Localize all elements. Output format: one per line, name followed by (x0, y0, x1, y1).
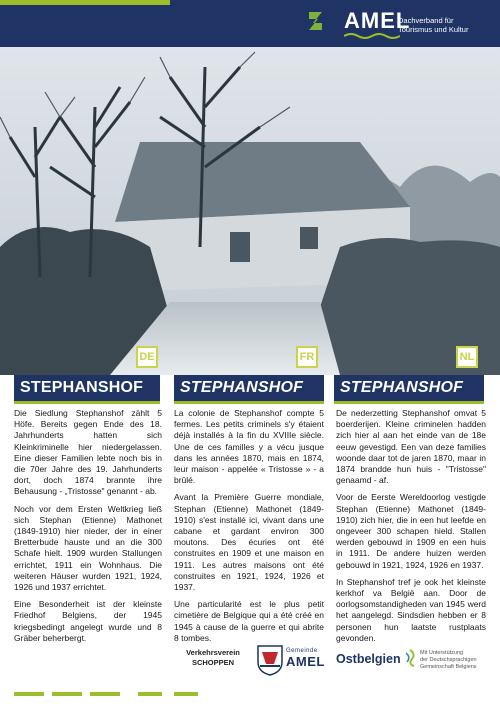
paragraph: Eine Besonderheit ist der kleinste Friedhof Belgiens, der 1945 kriegsbedingt angelegt wurde und 8 Gräber beherbergt. (14, 599, 162, 643)
paragraph: Die Siedlung Stephanshof zählt 5 Höfe. Bereits gegen Ende des 18. Jahrhunderts hatten sich Kleinkriminelle hier niedergelassen. Eine dieser Familien lebte noch bis in die 70er Jahre des 19. Jahrhunderts dort, doch 1874 brannte ihre Behausung - „Tristosse" genannt - ab. (14, 408, 162, 497)
support-line1: Mit Unterstützung (420, 650, 464, 656)
paragraph: Noch vor dem Ersten Weltkrieg ließ sich Stephan (Etienne) Mathonet (1849-1910) hier nieder, der in einer Bretterbude hauste und an die 300 Schafe hielt. 1909 wurden Stallungen errichtet, 1911 ein Wohnhaus. Die weiteren Häuser wurden 1921, 1924, 1926 und 1937 errichtet. (14, 503, 162, 593)
paragraph: De nederzetting Stephanshof omvat 5 boerderijen. Kleine criminelen hadden zich hier al aan het einde van de 18e eeuw gevestigd. Een van deze families woonde daar tot de jaren 1870, maar in 1874 brandde hun huis - "Tristosse" genaamd - af. (336, 408, 486, 486)
support-text (420, 650, 477, 671)
bottom-accent-strip (90, 692, 120, 696)
amel-subtitle-line1: Dachverband für (398, 16, 454, 25)
verkehrsverein-line2: SCHOPPEN (191, 658, 235, 667)
title-underline-fr (174, 401, 324, 404)
verkehrsverein-schoppen-logo (180, 648, 246, 668)
column-title-nl: STEPHANSHOF (334, 375, 484, 401)
header-accent-strip (0, 0, 170, 5)
title-underline-de (14, 401, 160, 404)
amel-coat-of-arms-icon (256, 644, 284, 676)
support-line3: Gemeinschaft Belgiens (420, 664, 477, 670)
bottom-accent-strip (52, 692, 82, 696)
title-underline-nl (334, 401, 484, 404)
amel-logo-wordmark: AMEL (344, 8, 411, 33)
amel-subtitle (398, 16, 500, 34)
support-line2: der Deutschsprachigen (420, 657, 477, 663)
lang-tag-fr: FR (296, 346, 318, 368)
bottom-accent-strip (174, 692, 198, 696)
paragraph: Avant la Première Guerre mondiale, Stephan (Etienne) Mathonet (1849-1910) s'est installé ici, vivant dans une cabane et gardant environ 300 moutons. Des écuries ont été construites en 1909 et une maison en 1911. Les autres maisons ont été construites en 1921, 1924, 1926 et 1937. (174, 492, 324, 593)
zv-logo-icon (306, 9, 326, 33)
column-title-de: STEPHANSHOF (14, 375, 160, 401)
ostbelgien-logo (336, 652, 401, 666)
paragraph: La colonie de Stephanshof compte 5 fermes. Les petits criminels s'y étaient déjà installés à la fin du XVIIIe siècle. Une de ces familles y a vécu jusque dans les années 1870, mais en 1874, leur maison - appelée « Tristosse » - a brûlé. (174, 408, 324, 486)
column-body-nl (336, 408, 486, 650)
bottom-accent-strip (138, 692, 162, 696)
paragraph: In Stephanshof tref je ook het kleinste kerkhof va België aan. Door de oorlogsomstandigheden van 1945 werd het aangelegd. Sindsdien hebben er 8 personen hun laatste rustplaats gevonden. (336, 576, 486, 643)
lang-tag-nl: NL (456, 346, 478, 368)
column-body-de (14, 408, 162, 650)
bottom-accent-strip (14, 692, 44, 696)
paragraph: Voor de Eerste Wereldoorlog vestigde Stephan (Etienne) Mathonet (1849-1910) zich hier, die in een hut leefde en ongeveer 300 schapen hield. Stallen werden gebouwd in 1909 en een huis in 1911. De andere huizen werden gebouwd in 1921, 1924, 1926 en 1937. (336, 492, 486, 570)
amel-subtitle-line2: Tourismus und Kultur (398, 25, 469, 34)
paragraph: Une particularité est le plus petit cimetière de Belgique qui a été créé en 1945 à cause de la guerre et qui abrite 8 tombes. (174, 599, 324, 643)
lang-tag-de: DE (136, 346, 158, 368)
gemeinde-amel-logo (286, 648, 326, 669)
gemeinde-label: Gemeinde (286, 648, 318, 654)
ostbelgien-wordmark: Ostbelgien (336, 652, 401, 666)
verkehrsverein-line1: Verkehrsverein (186, 648, 240, 657)
amel-wave-icon (344, 32, 400, 40)
column-body-fr (174, 408, 324, 650)
gemeinde-name: AMEL (286, 654, 325, 669)
ostbelgien-swirl-icon (403, 649, 417, 667)
stephanshof-photo (0, 47, 500, 375)
column-title-fr: STEPHANSHOF (174, 375, 324, 401)
